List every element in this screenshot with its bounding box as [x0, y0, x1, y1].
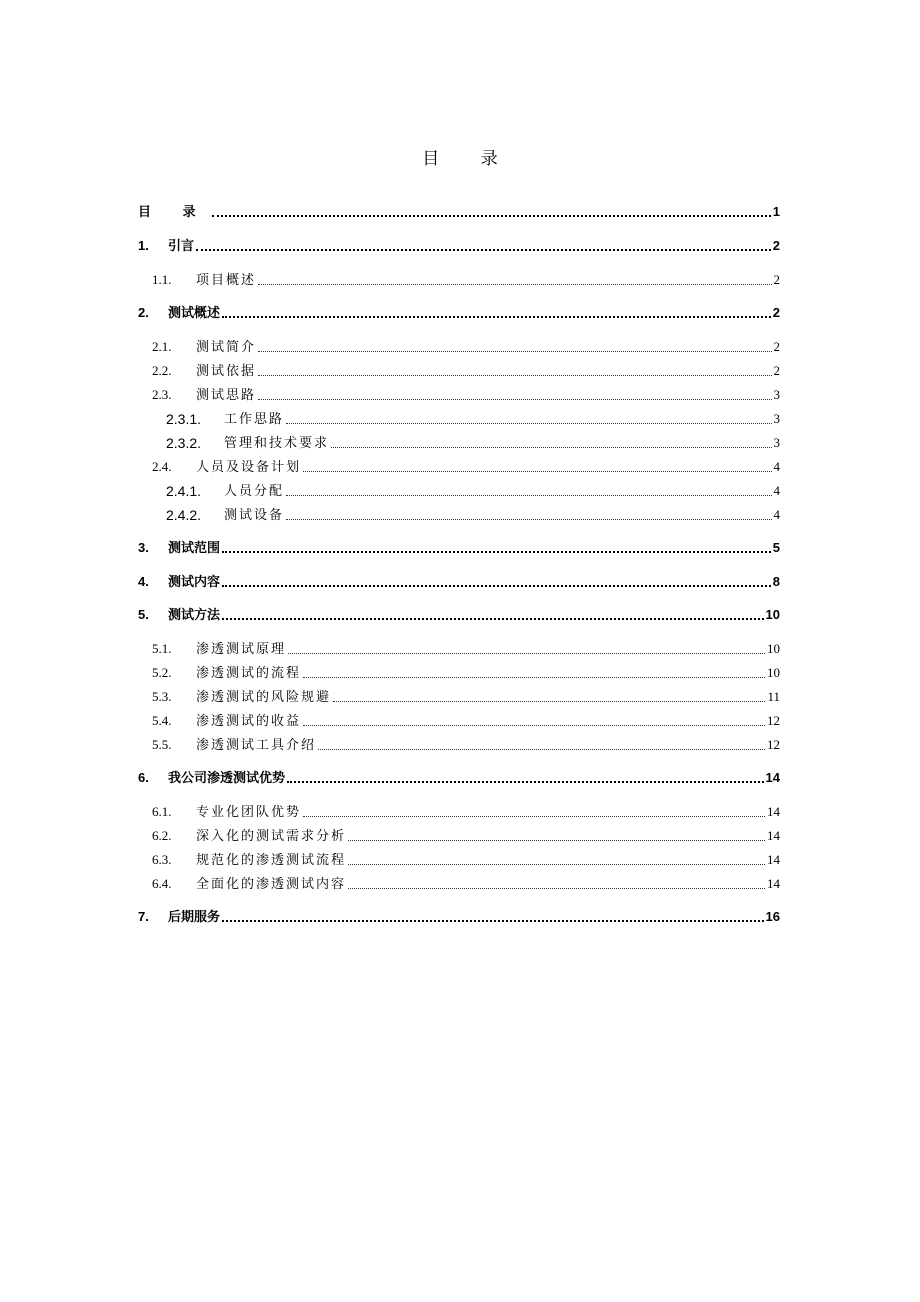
toc-entry-number: 6.4. — [152, 876, 172, 891]
toc-entry-number: 5.5. — [152, 737, 172, 752]
toc-entry-number: 4. — [138, 574, 149, 589]
toc-entry[interactable] — [138, 236, 780, 256]
toc-leader-dots — [288, 653, 765, 654]
toc-entry-page: 11 — [767, 689, 780, 704]
toc-entry[interactable] — [138, 505, 780, 525]
toc-entry-title: 测试概述 — [168, 305, 221, 320]
toc-entry-page: 4 — [773, 507, 780, 522]
toc-entry-number: 2.1. — [152, 339, 172, 354]
toc-entry-number: 2.3. — [152, 387, 172, 402]
toc-entry-title: 引言 — [168, 238, 195, 253]
toc-entry-page: 2 — [773, 363, 780, 378]
toc-entry-page: 3 — [773, 387, 780, 402]
toc-leader-dots — [333, 701, 765, 702]
toc-entry-page: 16 — [765, 909, 780, 924]
toc-entry-title: 测试方法 — [168, 607, 221, 622]
toc-entry-title: 深入化的测试需求分析 — [196, 828, 347, 843]
toc-entry[interactable] — [138, 687, 780, 707]
toc-entry-page: 14 — [767, 804, 780, 819]
toc-leader-dots — [222, 618, 764, 620]
toc-entry-page: 14 — [767, 852, 780, 867]
toc-entry-title: 渗透测试的流程 — [196, 665, 302, 680]
toc-entry-page: 1 — [772, 204, 780, 219]
toc-leader-dots — [348, 864, 765, 865]
toc-leader-dots — [212, 215, 771, 217]
toc-leader-dots — [222, 316, 771, 318]
toc-entry-page: 12 — [767, 737, 780, 752]
toc-entry-number: 5.3. — [152, 689, 172, 704]
page-title: 目 录 — [422, 149, 516, 169]
toc-entry[interactable] — [138, 907, 780, 927]
toc-leader-dots — [287, 781, 764, 783]
toc-entry[interactable] — [138, 337, 780, 357]
toc-entry-number: 1. — [138, 238, 149, 253]
toc-entry-number: 5.4. — [152, 713, 172, 728]
toc-entry-title: 后期服务 — [168, 909, 221, 924]
toc-entry-title: 目 录 — [138, 204, 210, 219]
toc-entry-title: 渗透测试的收益 — [196, 713, 302, 728]
toc-entry-page: 4 — [773, 459, 780, 474]
toc-entry-number: 6.2. — [152, 828, 172, 843]
toc-entry[interactable] — [138, 202, 780, 222]
toc-entry-page: 10 — [767, 641, 780, 656]
toc-leader-dots — [222, 585, 771, 587]
toc-entry[interactable] — [138, 663, 780, 683]
toc-entry-number: 2.2. — [152, 363, 172, 378]
toc-entry-title: 管理和技术要求 — [224, 435, 330, 450]
toc-entry-title: 项目概述 — [196, 272, 257, 287]
toc-entry[interactable] — [138, 361, 780, 381]
toc-leader-dots — [303, 677, 765, 678]
toc-leader-dots — [258, 284, 771, 285]
toc-entry-page: 14 — [767, 876, 780, 891]
toc-leader-dots — [258, 375, 771, 376]
toc-entry-title: 渗透测试的风险规避 — [196, 689, 332, 704]
toc-entry-page: 8 — [772, 574, 780, 589]
toc-entry-title: 测试范围 — [168, 540, 221, 555]
toc-entry-number: 2. — [138, 305, 149, 320]
toc-leader-dots — [286, 495, 771, 496]
toc-entry-title: 测试设备 — [224, 507, 285, 522]
toc-leader-dots — [303, 725, 765, 726]
toc-entry[interactable] — [138, 481, 780, 501]
toc-entry-title: 人员及设备计划 — [196, 459, 302, 474]
toc-entry-title: 测试依据 — [196, 363, 257, 378]
toc-entry[interactable] — [138, 605, 780, 625]
toc-entry-number: 5.2. — [152, 665, 172, 680]
toc-entry-title: 我公司渗透测试优势 — [168, 770, 286, 785]
toc-entry[interactable] — [138, 874, 780, 894]
toc-entry[interactable] — [138, 826, 780, 846]
toc-leader-dots — [286, 519, 771, 520]
toc-leader-dots — [348, 840, 765, 841]
toc-entry-page: 2 — [772, 238, 780, 253]
toc-entry-title: 人员分配 — [224, 483, 285, 498]
toc-entry-number: 2.4.2. — [166, 507, 202, 523]
toc-entry-number: 6.1. — [152, 804, 172, 819]
toc-entry-number: 5. — [138, 607, 149, 622]
toc-entry[interactable] — [138, 735, 780, 755]
toc-leader-dots — [318, 749, 765, 750]
toc-entry[interactable] — [138, 409, 780, 429]
toc-entry-title: 测试内容 — [168, 574, 221, 589]
toc-entry-page: 4 — [773, 483, 780, 498]
toc-entry[interactable] — [138, 711, 780, 731]
toc-leader-dots — [286, 423, 771, 424]
toc-entry-title: 测试简介 — [196, 339, 257, 354]
toc-leader-dots — [303, 471, 771, 472]
toc-entry-title: 测试思路 — [196, 387, 257, 402]
toc-entry-number: 2.3.1. — [166, 411, 202, 427]
toc-entry-number: 6.3. — [152, 852, 172, 867]
toc-entry[interactable] — [138, 802, 780, 822]
toc-entry[interactable] — [138, 639, 780, 659]
toc-entry-number: 5.1. — [152, 641, 172, 656]
toc-entry-page: 12 — [767, 713, 780, 728]
toc-leader-dots — [348, 888, 765, 889]
toc-entry-page: 10 — [765, 607, 780, 622]
toc-entry-title: 渗透测试原理 — [196, 641, 287, 656]
toc-entry-page: 14 — [765, 770, 780, 785]
toc-entry-number: 7. — [138, 909, 149, 924]
toc-entry[interactable] — [138, 850, 780, 870]
toc-entry-title: 专业化团队优势 — [196, 804, 302, 819]
toc-entry[interactable] — [138, 572, 780, 592]
toc-leader-dots — [303, 816, 765, 817]
toc-leader-dots — [222, 920, 764, 922]
toc-entry-title: 全面化的渗透测试内容 — [196, 876, 347, 891]
toc-entry-title: 渗透测试工具介绍 — [196, 737, 317, 752]
toc-leader-dots — [258, 399, 771, 400]
toc-entry[interactable] — [138, 457, 780, 477]
toc-entry[interactable] — [138, 385, 780, 405]
toc-entry-number: 6. — [138, 770, 149, 785]
toc-entry-page: 2 — [773, 272, 780, 287]
toc-entry-number: 2.3.2. — [166, 435, 202, 451]
toc-leader-dots — [222, 551, 771, 553]
toc-entry[interactable] — [138, 433, 780, 453]
toc-entry-title: 工作思路 — [224, 411, 285, 426]
toc-entry[interactable] — [138, 303, 780, 323]
toc-entry-number: 3. — [138, 540, 149, 555]
toc-entry[interactable] — [138, 538, 780, 558]
toc-entry-page: 2 — [773, 339, 780, 354]
toc-leader-dots — [196, 249, 771, 251]
toc-entry-number: 2.4.1. — [166, 483, 202, 499]
toc-entry-page: 5 — [772, 540, 780, 555]
toc-entry-number: 1.1. — [152, 272, 172, 287]
toc-entry[interactable] — [138, 270, 780, 290]
toc-leader-dots — [331, 447, 771, 448]
toc-entry-page: 2 — [772, 305, 780, 320]
toc-entry-page: 14 — [767, 828, 780, 843]
toc-leader-dots — [258, 351, 771, 352]
toc-entry-page: 3 — [773, 411, 780, 426]
toc-entry-page: 3 — [773, 435, 780, 450]
toc-entry-page: 10 — [767, 665, 780, 680]
toc-entry-title: 规范化的渗透测试流程 — [196, 852, 347, 867]
toc-entry[interactable] — [138, 768, 780, 788]
toc-entry-number: 2.4. — [152, 459, 172, 474]
